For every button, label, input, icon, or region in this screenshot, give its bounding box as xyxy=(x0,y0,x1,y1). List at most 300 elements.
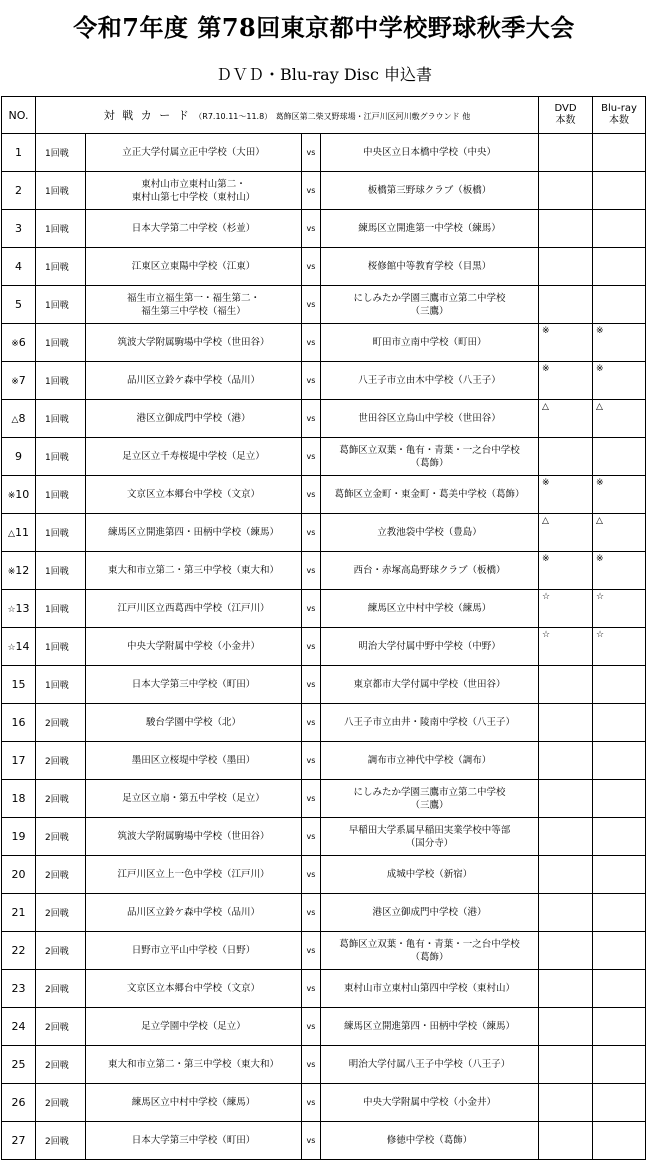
team-2 xyxy=(321,742,539,780)
bluray-quantity-cell[interactable]: ☆ xyxy=(593,628,646,666)
bluray-quantity-cell[interactable] xyxy=(593,856,646,894)
match-round: 1回戦 xyxy=(36,666,86,704)
team-name-line: 江戸川区立西葛西中学校（江戸川） xyxy=(117,603,270,614)
match-round: 1回戦 xyxy=(36,552,86,590)
team-name-line: （三鷹） xyxy=(410,305,449,317)
table-row xyxy=(2,514,646,552)
team-1 xyxy=(86,742,302,780)
team-1 xyxy=(86,704,302,742)
table-row xyxy=(2,400,646,438)
bluray-quantity-cell[interactable] xyxy=(593,704,646,742)
match-no xyxy=(2,1046,36,1084)
bluray-quantity-cell[interactable]: △ xyxy=(593,514,646,552)
match-round: 1回戦 xyxy=(36,362,86,400)
match-no xyxy=(2,856,36,894)
team-name-line: 調布市立神代中学校（調布） xyxy=(367,755,492,766)
team-1 xyxy=(86,476,302,514)
match-no xyxy=(2,970,36,1008)
team-1 xyxy=(86,932,302,970)
team-name-line: （葛飾） xyxy=(410,457,449,469)
bluray-quantity-cell[interactable] xyxy=(593,894,646,932)
team-name-line: 墨田区立桜堤中学校（墨田） xyxy=(131,755,256,766)
team-2 xyxy=(321,400,539,438)
dvd-quantity-cell[interactable] xyxy=(539,1122,593,1160)
vs-label: vs xyxy=(302,590,321,628)
bluray-quantity-cell[interactable] xyxy=(593,1008,646,1046)
dvd-quantity-cell[interactable] xyxy=(539,210,593,248)
bluray-quantity-cell[interactable] xyxy=(593,248,646,286)
dvd-quantity-cell[interactable] xyxy=(539,286,593,324)
team-1 xyxy=(86,666,302,704)
vs-label: vs xyxy=(302,1008,321,1046)
dvd-quantity-cell[interactable] xyxy=(539,970,593,1008)
team-name-line: 練馬区立中村中学校（練馬） xyxy=(367,603,492,614)
vs-label: vs xyxy=(302,476,321,514)
dvd-quantity-cell[interactable]: ※ xyxy=(539,476,593,514)
match-no xyxy=(2,1008,36,1046)
team-2 xyxy=(321,590,539,628)
team-name-line: 桜修館中等教育学校（目黒） xyxy=(367,261,492,272)
team-2 xyxy=(321,818,539,856)
table-row xyxy=(2,894,646,932)
dvd-quantity-cell[interactable]: △ xyxy=(539,514,593,552)
team-name-line: 福生市立福生第一・福生第二・ xyxy=(126,292,260,304)
team-1 xyxy=(86,590,302,628)
team-2 xyxy=(321,1008,539,1046)
team-name-line: 中央大学附属中学校（小金井） xyxy=(363,1097,497,1108)
team-2 xyxy=(321,856,539,894)
team-name-line: 筑波大学附属駒場中学校（世田谷） xyxy=(117,831,270,842)
match-number: 20 xyxy=(11,868,26,881)
team-name-line: 日本大学第三中学校（町田） xyxy=(131,1135,256,1146)
bluray-quantity-cell[interactable] xyxy=(593,666,646,704)
dvd-quantity-cell[interactable] xyxy=(539,742,593,780)
header-match-card-label: 対 戦 カ ー ド xyxy=(103,109,191,122)
team-name-line: 港区立御成門中学校（港） xyxy=(372,907,487,918)
match-number: 11 xyxy=(14,526,29,539)
match-no xyxy=(2,1122,36,1160)
team-2 xyxy=(321,932,539,970)
match-number: 24 xyxy=(11,1020,26,1033)
match-number: 26 xyxy=(11,1096,26,1109)
team-name-line: 江戸川区立上一色中学校（江戸川） xyxy=(117,869,270,880)
match-round: 1回戦 xyxy=(36,476,86,514)
team-2 xyxy=(321,970,539,1008)
match-round: 1回戦 xyxy=(36,210,86,248)
team-name-line: 足立区立千寿桜堤中学校（足立） xyxy=(122,451,265,462)
dvd-quantity-cell[interactable] xyxy=(539,894,593,932)
team-2 xyxy=(321,704,539,742)
page-title: 令和7年度 第78回東京都中学校野球秋季大会 xyxy=(73,13,575,42)
match-number: 17 xyxy=(11,754,26,767)
team-name-line: 日野市立平山中学校（日野） xyxy=(131,945,256,956)
dvd-quantity-cell[interactable]: ☆ xyxy=(539,590,593,628)
match-no xyxy=(2,400,36,438)
team-name-line: 東京都市大学付属中学校（世田谷） xyxy=(353,679,506,690)
bluray-quantity-cell[interactable] xyxy=(593,438,646,476)
vs-label: vs xyxy=(302,704,321,742)
vs-label: vs xyxy=(302,210,321,248)
team-name-line: 品川区立鈴ケ森中学校（品川） xyxy=(126,907,260,918)
team-1 xyxy=(86,248,302,286)
match-number: 25 xyxy=(11,1058,26,1071)
team-2 xyxy=(321,628,539,666)
table-row xyxy=(2,780,646,818)
match-round: 2回戦 xyxy=(36,1084,86,1122)
dvd-quantity-cell[interactable] xyxy=(539,1046,593,1084)
match-number: 10 xyxy=(15,488,30,501)
match-round: 1回戦 xyxy=(36,628,86,666)
header-match-card xyxy=(36,97,539,134)
match-no xyxy=(2,172,36,210)
bluray-quantity-cell[interactable] xyxy=(593,970,646,1008)
team-name-line: 世田谷区立烏山中学校（世田谷） xyxy=(358,413,501,424)
team-name-line: （国分寺） xyxy=(405,837,454,849)
bluray-quantity-cell[interactable] xyxy=(593,134,646,172)
team-1 xyxy=(86,324,302,362)
match-number: 13 xyxy=(15,602,30,615)
header-bluray-label: Blu-ray xyxy=(601,103,637,114)
match-no xyxy=(2,628,36,666)
bluray-quantity-cell[interactable]: ※ xyxy=(593,476,646,514)
team-1 xyxy=(86,780,302,818)
match-no xyxy=(2,818,36,856)
match-round: 1回戦 xyxy=(36,286,86,324)
team-2 xyxy=(321,438,539,476)
bluray-quantity-cell[interactable] xyxy=(593,742,646,780)
match-round: 1回戦 xyxy=(36,400,86,438)
team-1 xyxy=(86,628,302,666)
match-number: 1 xyxy=(15,146,22,159)
match-round: 2回戦 xyxy=(36,818,86,856)
dvd-quantity-cell[interactable] xyxy=(539,780,593,818)
dvd-quantity-cell[interactable]: ※ xyxy=(539,362,593,400)
table-row xyxy=(2,286,646,324)
dvd-quantity-cell[interactable] xyxy=(539,704,593,742)
team-name-line: （葛飾） xyxy=(410,951,449,963)
team-1 xyxy=(86,856,302,894)
match-number: 14 xyxy=(15,640,30,653)
table-row xyxy=(2,362,646,400)
dvd-quantity-cell[interactable]: ※ xyxy=(539,552,593,590)
match-number: 7 xyxy=(18,374,26,387)
match-round: 2回戦 xyxy=(36,970,86,1008)
team-name-line: 中央大学附属中学校（小金井） xyxy=(126,641,260,652)
vs-label: vs xyxy=(302,248,321,286)
dvd-quantity-cell[interactable]: ※ xyxy=(539,324,593,362)
vs-label: vs xyxy=(302,628,321,666)
vs-label: vs xyxy=(302,818,321,856)
match-round: 1回戦 xyxy=(36,438,86,476)
match-round: 2回戦 xyxy=(36,704,86,742)
match-number: 5 xyxy=(15,298,22,311)
dvd-quantity-cell[interactable] xyxy=(539,134,593,172)
team-name-line: 練馬区立開進第四・田柄中学校（練馬） xyxy=(107,527,279,538)
bluray-quantity-cell[interactable] xyxy=(593,210,646,248)
team-2 xyxy=(321,362,539,400)
match-round: 2回戦 xyxy=(36,856,86,894)
vs-label: vs xyxy=(302,970,321,1008)
team-name-line: 練馬区立開進第四・田柄中学校（練馬） xyxy=(344,1021,516,1032)
team-name-line: にしみたか学園三鷹市立第二中学校 xyxy=(353,292,506,304)
header-no: NO. xyxy=(2,97,36,134)
table-row xyxy=(2,666,646,704)
header-dvd-label: DVD xyxy=(554,103,577,114)
team-2 xyxy=(321,172,539,210)
team-name-line: にしみたか学園三鷹市立第二中学校 xyxy=(353,786,506,798)
bluray-quantity-cell[interactable]: ※ xyxy=(593,362,646,400)
team-name-line: 福生第三中学校（福生） xyxy=(141,305,246,317)
table-row xyxy=(2,1084,646,1122)
match-no xyxy=(2,894,36,932)
vs-label: vs xyxy=(302,1084,321,1122)
match-round: 2回戦 xyxy=(36,932,86,970)
match-no xyxy=(2,1084,36,1122)
bluray-quantity-cell[interactable] xyxy=(593,172,646,210)
dvd-quantity-cell[interactable] xyxy=(539,1084,593,1122)
team-name-line: 港区立御成門中学校（港） xyxy=(136,413,251,424)
match-number: 3 xyxy=(15,222,22,235)
team-name-line: 中央区立日本橋中学校（中央） xyxy=(363,147,497,158)
match-round: 1回戦 xyxy=(36,172,86,210)
team-name-line: 東村山市立東村山第四中学校（東村山） xyxy=(344,983,516,994)
vs-label: vs xyxy=(302,856,321,894)
order-table xyxy=(1,96,646,1160)
header-dvd-count: 本数 xyxy=(555,115,576,126)
bluray-quantity-cell[interactable] xyxy=(593,780,646,818)
table-row xyxy=(2,324,646,362)
match-no xyxy=(2,666,36,704)
team-1 xyxy=(86,552,302,590)
vs-label: vs xyxy=(302,1046,321,1084)
dvd-quantity-cell[interactable] xyxy=(539,248,593,286)
match-round: 2回戦 xyxy=(36,1122,86,1160)
vs-label: vs xyxy=(302,666,321,704)
page-subtitle: ＤＶＤ・Blu-ray Disc 申込書 xyxy=(215,65,433,84)
team-name-line: 文京区立本郷台中学校（文京） xyxy=(126,983,260,994)
table-row xyxy=(2,134,646,172)
team-name-line: 東大和市立第二・第三中学校（東大和） xyxy=(107,1059,279,1070)
dvd-quantity-cell[interactable] xyxy=(539,666,593,704)
team-name-line: 板橋第三野球クラブ（板橋） xyxy=(367,185,492,196)
bluray-quantity-cell[interactable] xyxy=(593,1122,646,1160)
match-no xyxy=(2,932,36,970)
dvd-quantity-cell[interactable] xyxy=(539,1008,593,1046)
team-name-line: 成城中学校（新宿） xyxy=(386,869,473,880)
team-name-line: 八王子市立由木中学校（八王子） xyxy=(358,375,501,386)
team-1 xyxy=(86,1046,302,1084)
team-name-line: （三鷹） xyxy=(410,799,449,811)
match-no xyxy=(2,324,36,362)
dvd-quantity-cell[interactable] xyxy=(539,172,593,210)
vs-label: vs xyxy=(302,172,321,210)
bluray-quantity-cell[interactable]: ※ xyxy=(593,552,646,590)
header-period: （R7.10.11～11.8） xyxy=(194,112,273,121)
dvd-quantity-cell[interactable] xyxy=(539,438,593,476)
match-round: 2回戦 xyxy=(36,1046,86,1084)
table-row xyxy=(2,210,646,248)
team-name-line: 品川区立鈴ケ森中学校（品川） xyxy=(126,375,260,386)
vs-label: vs xyxy=(302,932,321,970)
match-number: 18 xyxy=(11,792,26,805)
bluray-quantity-cell[interactable] xyxy=(593,286,646,324)
team-1 xyxy=(86,1084,302,1122)
bluray-quantity-cell[interactable]: ☆ xyxy=(593,590,646,628)
table-row xyxy=(2,742,646,780)
bluray-quantity-cell[interactable]: △ xyxy=(593,400,646,438)
bluray-quantity-cell[interactable] xyxy=(593,818,646,856)
match-no xyxy=(2,514,36,552)
team-name-line: 葛飾区立金町・東金町・葛美中学校（葛飾） xyxy=(334,489,525,500)
team-name-line: 文京区立本郷台中学校（文京） xyxy=(126,489,260,500)
match-no xyxy=(2,704,36,742)
vs-label: vs xyxy=(302,286,321,324)
match-no xyxy=(2,210,36,248)
match-mark: ※ xyxy=(11,377,19,387)
match-no xyxy=(2,742,36,780)
vs-label: vs xyxy=(302,362,321,400)
table-row xyxy=(2,932,646,970)
team-1 xyxy=(86,1122,302,1160)
dvd-quantity-cell[interactable] xyxy=(539,932,593,970)
vs-label: vs xyxy=(302,552,321,590)
table-row xyxy=(2,1122,646,1160)
team-name-line: 明治大学付属八王子中学校（八王子） xyxy=(348,1059,511,1070)
dvd-quantity-cell[interactable]: ☆ xyxy=(539,628,593,666)
match-no xyxy=(2,552,36,590)
table-row xyxy=(2,248,646,286)
bluray-quantity-cell[interactable] xyxy=(593,1046,646,1084)
team-1 xyxy=(86,970,302,1008)
team-name-line: 東村山市立東村山第二・ xyxy=(141,178,246,190)
table-row xyxy=(2,628,646,666)
dvd-quantity-cell[interactable]: △ xyxy=(539,400,593,438)
team-name-line: 日本大学第三中学校（町田） xyxy=(131,679,256,690)
vs-label: vs xyxy=(302,324,321,362)
team-1 xyxy=(86,172,302,210)
team-2 xyxy=(321,286,539,324)
match-no xyxy=(2,362,36,400)
team-1 xyxy=(86,210,302,248)
table-row xyxy=(2,1008,646,1046)
match-number: 16 xyxy=(11,716,26,729)
match-mark: ☆ xyxy=(7,643,16,653)
team-name-line: 足立学園中学校（足立） xyxy=(141,1021,246,1032)
team-2 xyxy=(321,514,539,552)
match-round: 1回戦 xyxy=(36,248,86,286)
bluray-quantity-cell[interactable] xyxy=(593,932,646,970)
table-row xyxy=(2,476,646,514)
match-no xyxy=(2,248,36,286)
team-1 xyxy=(86,286,302,324)
team-2 xyxy=(321,324,539,362)
team-2 xyxy=(321,210,539,248)
match-round: 1回戦 xyxy=(36,324,86,362)
bluray-quantity-cell[interactable] xyxy=(593,1084,646,1122)
team-2 xyxy=(321,1122,539,1160)
match-number: 4 xyxy=(15,260,22,273)
table-row xyxy=(2,590,646,628)
match-no xyxy=(2,476,36,514)
table-row xyxy=(2,704,646,742)
header-bluray xyxy=(593,97,646,134)
table-row xyxy=(2,438,646,476)
team-name-line: 明治大学付属中野中学校（中野） xyxy=(358,641,501,652)
match-number: 2 xyxy=(15,184,22,197)
header-bluray-count: 本数 xyxy=(609,115,630,126)
team-name-line: 早稲田大学系属早稲田実業学校中等部 xyxy=(348,824,511,836)
team-1 xyxy=(86,400,302,438)
match-mark: ※ xyxy=(11,339,19,349)
match-number: 27 xyxy=(11,1134,26,1147)
team-1 xyxy=(86,134,302,172)
team-name-line: 足立区立扇・第五中学校（足立） xyxy=(122,793,265,804)
match-number: 12 xyxy=(15,564,30,577)
team-name-line: 江東区立東陽中学校（江東） xyxy=(131,261,256,272)
team-2 xyxy=(321,134,539,172)
team-name-line: 立正大学付属立正中学校（大田） xyxy=(122,147,265,158)
match-round: 2回戦 xyxy=(36,894,86,932)
match-mark: ※ xyxy=(7,567,16,577)
match-round: 2回戦 xyxy=(36,780,86,818)
vs-label: vs xyxy=(302,400,321,438)
match-mark: △ xyxy=(11,415,19,425)
bluray-quantity-cell[interactable]: ※ xyxy=(593,324,646,362)
match-round: 1回戦 xyxy=(36,514,86,552)
team-2 xyxy=(321,1046,539,1084)
table-row xyxy=(2,970,646,1008)
match-number: 15 xyxy=(11,678,26,691)
team-1 xyxy=(86,514,302,552)
team-name-line: 修徳中学校（葛飾） xyxy=(386,1135,473,1146)
team-2 xyxy=(321,1084,539,1122)
match-round: 2回戦 xyxy=(36,1008,86,1046)
team-name-line: 練馬区立開進第一中学校（練馬） xyxy=(358,223,501,234)
team-name-line: 日本大学第二中学校（杉並） xyxy=(131,223,256,234)
team-name-line: 東村山第七中学校（東村山） xyxy=(131,191,256,203)
match-no xyxy=(2,590,36,628)
match-no xyxy=(2,286,36,324)
team-name-line: 町田市立南中学校（町田） xyxy=(372,337,487,348)
table-header-row xyxy=(2,97,646,134)
team-name-line: 西台・赤塚高島野球クラブ（板橋） xyxy=(353,565,506,576)
match-mark: △ xyxy=(8,529,15,539)
team-2 xyxy=(321,248,539,286)
team-name-line: 八王子市立由井・陵南中学校（八王子） xyxy=(344,717,516,728)
match-mark: ☆ xyxy=(7,605,16,615)
match-round: 1回戦 xyxy=(36,134,86,172)
team-1 xyxy=(86,818,302,856)
team-name-line: 筑波大学附属駒場中学校（世田谷） xyxy=(117,337,270,348)
dvd-quantity-cell[interactable] xyxy=(539,856,593,894)
team-name-line: 立教池袋中学校（豊島） xyxy=(377,527,482,538)
match-number: 22 xyxy=(11,944,26,957)
team-1 xyxy=(86,894,302,932)
vs-label: vs xyxy=(302,1122,321,1160)
table-row xyxy=(2,818,646,856)
team-2 xyxy=(321,666,539,704)
table-row xyxy=(2,172,646,210)
team-2 xyxy=(321,476,539,514)
vs-label: vs xyxy=(302,134,321,172)
team-2 xyxy=(321,552,539,590)
match-number: 9 xyxy=(15,450,22,463)
match-number: 8 xyxy=(18,412,26,425)
team-1 xyxy=(86,438,302,476)
dvd-quantity-cell[interactable] xyxy=(539,818,593,856)
vs-label: vs xyxy=(302,894,321,932)
team-2 xyxy=(321,894,539,932)
